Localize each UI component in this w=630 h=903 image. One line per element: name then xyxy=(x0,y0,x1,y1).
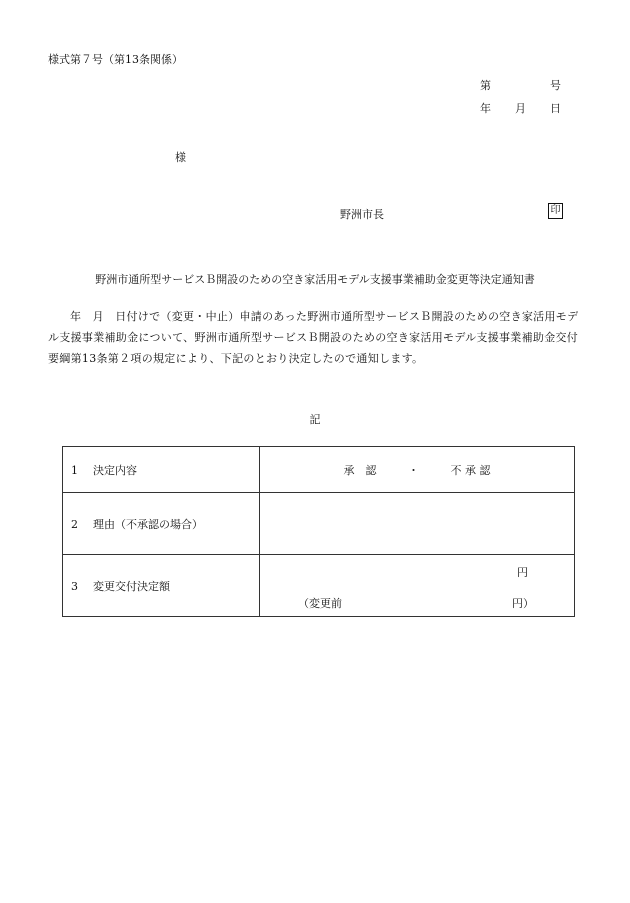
body-paragraph xyxy=(48,306,580,369)
table-row xyxy=(63,447,575,493)
ki-heading: 記 xyxy=(309,413,321,426)
separator-dot: ・ xyxy=(408,463,419,477)
decision-table xyxy=(62,446,575,617)
form-number: 様式第７号（第13条関係） xyxy=(48,53,183,66)
document-title: 野洲市通所型サービスＢ開設のための空き家活用モデル支援事業補助金変更等決定通知書 xyxy=(95,273,535,286)
row-number: 3 xyxy=(71,579,78,593)
table-row xyxy=(63,555,575,617)
amount-cell xyxy=(260,555,575,617)
yen-unit-close: 円） xyxy=(512,597,534,610)
decision-cell xyxy=(260,447,575,493)
date-year: 年 xyxy=(480,102,491,115)
row-label-text: 変更交付決定額 xyxy=(93,579,170,593)
row-label xyxy=(63,493,260,555)
row-label xyxy=(63,555,260,617)
yen-unit: 円 xyxy=(517,566,528,579)
number-suffix: 号 xyxy=(550,79,561,92)
row-label-text: 決定内容 xyxy=(93,463,137,477)
row-number: 2 xyxy=(71,517,78,531)
table-row xyxy=(63,493,575,555)
before-change-label: （変更前 xyxy=(298,597,342,610)
row-label-text: 理由（不承認の場合） xyxy=(93,517,203,531)
body-text: 年 月 日付けで（変更・中止）申請のあった野洲市通所型サービスＢ開設のための空き家活用モデル支援事業補助金について、野洲市通所型サービスＢ開設のための空き家活用モデル支援事業補助金交付要綱第13条第２項の規定により、下記のとおり決定したので通知します。 xyxy=(48,310,579,365)
sender-name: 野洲市長 xyxy=(340,208,384,221)
number-prefix: 第 xyxy=(480,79,491,92)
row-number: 1 xyxy=(71,463,78,477)
reason-cell xyxy=(260,493,575,555)
row-label xyxy=(63,447,260,493)
date-month: 月 xyxy=(515,102,526,115)
reject-option: 不 承 認 xyxy=(450,463,491,477)
seal-box: 印 xyxy=(548,203,563,219)
addressee: 様 xyxy=(175,151,186,164)
approve-option: 承 認 xyxy=(343,463,377,477)
date-day: 日 xyxy=(550,102,561,115)
